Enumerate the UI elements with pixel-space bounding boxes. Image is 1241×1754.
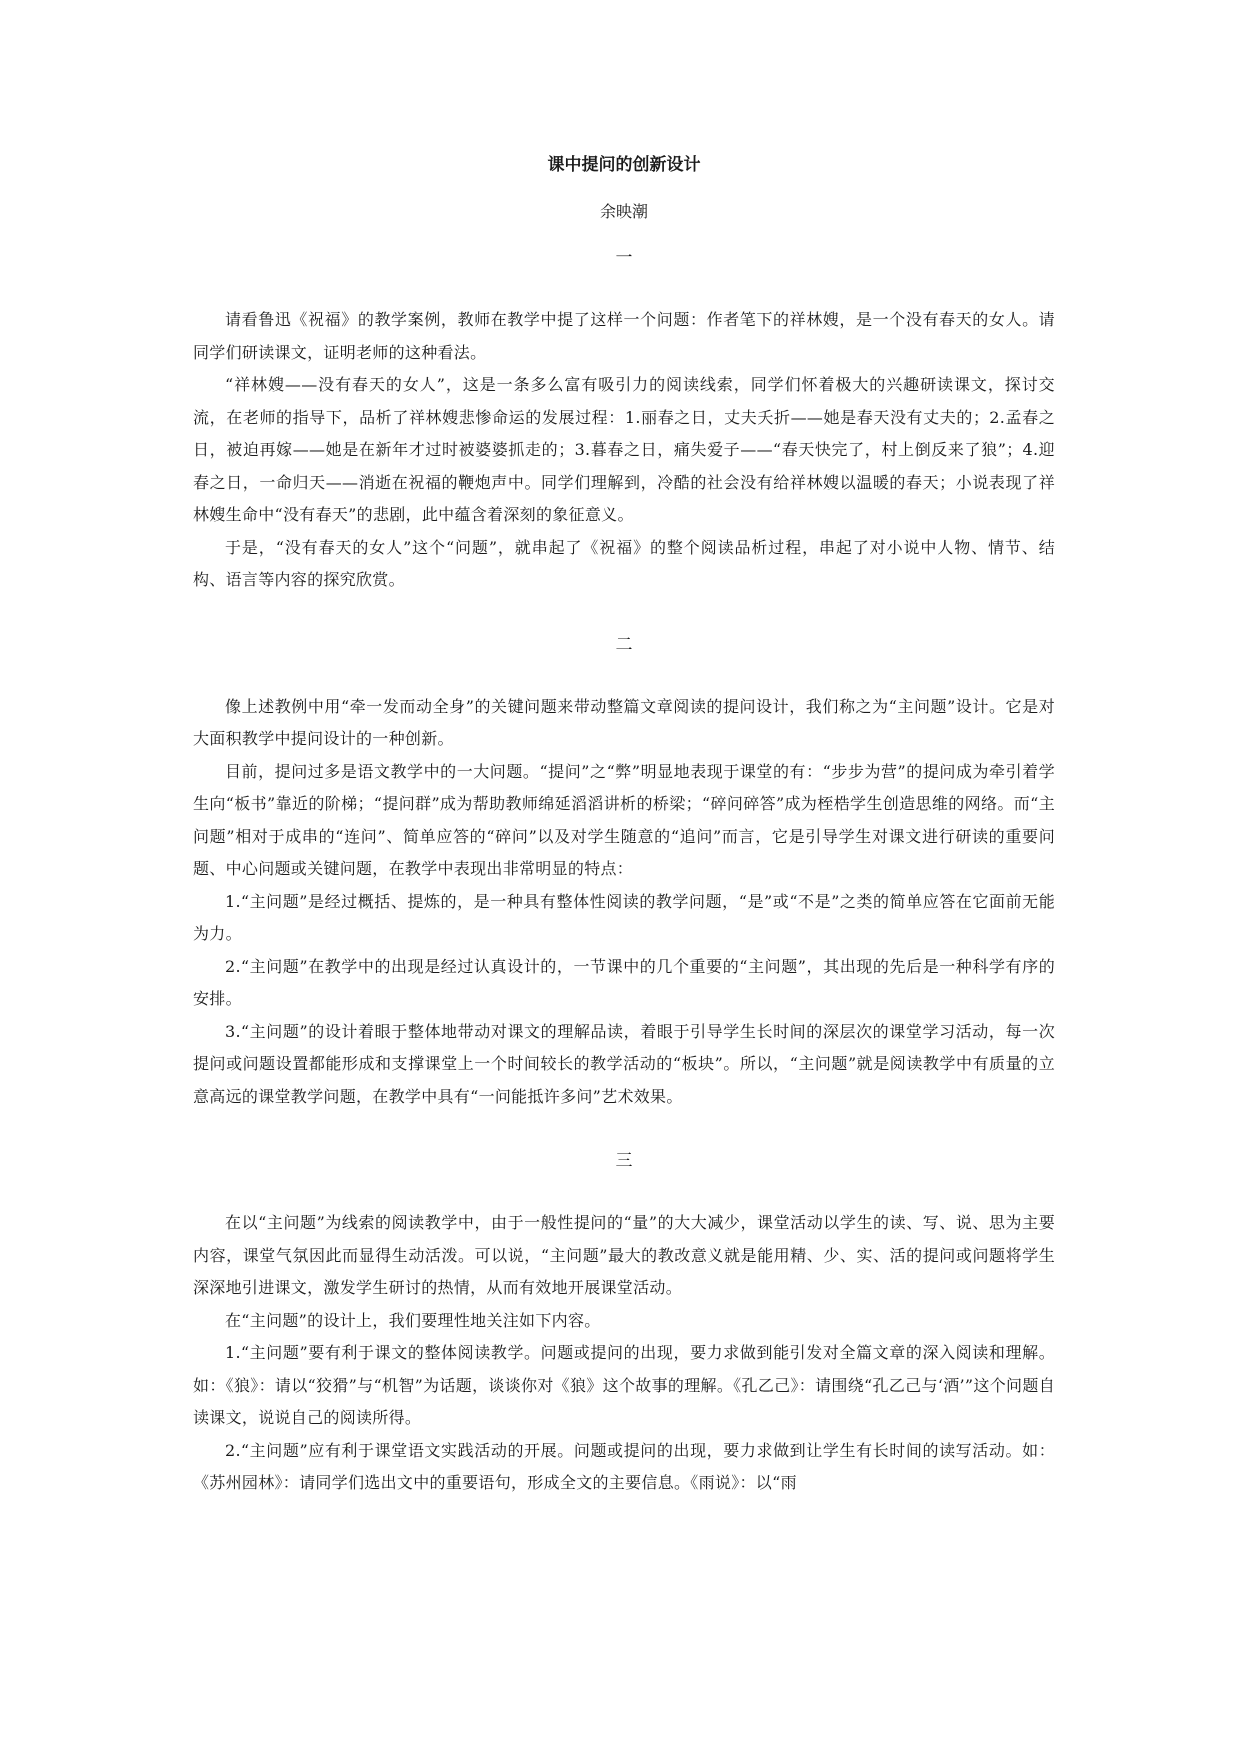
section-heading: 一 — [615, 248, 633, 268]
paragraph: 2.“主问题”在教学中的出现是经过认真设计的，一节课中的几个重要的“主问题”，其出现的先后是一种科学有序的安排。 — [193, 956, 1055, 1008]
paragraph: “祥林嫂——没有春天的女人”，这是一条多么富有吸引力的阅读线索，同学们怀着极大的兴趣研读课文，探讨交流，在老师的指导下，品析了祥林嫂悲惨命运的发展过程：1.丽春之日，丈夫夭折——她是春天没有丈夫的；2.孟春之日，被迫再嫁——她是在新年才过时被婆婆抓走的；3.暮春之日，痛失爱子——“春天快完了，村上倒反来了狼”；4.迎春之日，一命归天——消逝在祝福的鞭炮声中。同学们理解到，冷酷的社会没有给祥林嫂以温暖的春天；小说表现了祥林嫂生命中“没有春天”的悲剧，此中蕴含着深刻的象征意义。 — [193, 375, 1055, 524]
section-heading: 二 — [615, 634, 633, 655]
document-title: 课中提问的创新设计 — [547, 155, 701, 175]
section-2 — [193, 629, 1055, 1114]
paragraph: 于是，“没有春天的女人”这个“问题”，就串起了《祝福》的整个阅读品析过程，串起了对小说中人物、情节、结构、语言等内容的探究欣赏。 — [193, 537, 1055, 589]
paragraph: 1.“主问题”是经过概括、提炼的，是一种具有整体性阅读的教学问题，“是”或“不是”之类的简单应答在它面前无能为力。 — [193, 891, 1055, 943]
paragraph: 2.“主问题”应有利于课堂语文实践活动的开展。问题或提问的出现，要力求做到让学生有长时间的读写活动。如：《苏州园林》：请同学们选出文中的重要语句，形成全文的主要信息。《雨说》：以“雨 — [193, 1440, 1055, 1492]
paragraph: 目前，提问过多是语文教学中的一大问题。“提问”之“弊”明显地表现于课堂的有：“步步为营”的提问成为牵引着学生向“板书”靠近的阶梯；“提问群”成为帮助教师绵延滔滔讲析的桥梁；“碎问碎答”成为桎梏学生创造思维的网络。而“主问题”相对于成串的“连问”、简单应答的“碎问”以及对学生随意的“追问”而言，它是引导学生对课文进行研读的重要问题、中心问题或关键问题，在教学中表现出非常明显的特点： — [193, 761, 1055, 878]
paragraph: 1.“主问题”要有利于课文的整体阅读教学。问题或提问的出现，要力求做到能引发对全篇文章的深入阅读和理解。如：《狼》：请以“狡猾”与“机智”为话题，谈谈你对《狼》这个故事的理解。《孔乙己》：请围绕“孔乙己与‘酒’”这个问题自读课文，说说自己的阅读所得。 — [193, 1343, 1055, 1427]
section-3 — [193, 1145, 1055, 1500]
paragraph: 在以“主问题”为线索的阅读教学中，由于一般性提问的“量”的大大减少，课堂活动以学生的读、写、说、思为主要内容，课堂气氛因此而显得生动活泼。可以说，“主问题”最大的教改意义就是能用精、少、实、活的提问或问题将学生深深地引进课文，激发学生研讨的热情，从而有效地开展课堂活动。 — [193, 1213, 1055, 1297]
document-page — [193, 148, 1055, 1500]
paragraph: 3.“主问题”的设计着眼于整体地带动对课文的理解品读，着眼于引导学生长时间的深层次的课堂学习活动，每一次提问或问题设置都能形成和支撑课堂上一个时间较长的教学活动的“板块”。所以，“主问题”就是阅读教学中有质量的立意高远的课堂教学问题，在教学中具有“一问能抵许多问”艺术效果。 — [193, 1021, 1055, 1106]
paragraph: 请看鲁迅《祝福》的教学案例，教师在教学中提了这样一个问题：作者笔下的祥林嫂，是一个没有春天的女人。请同学们研读课文，证明老师的这种看法。 — [193, 310, 1055, 362]
paragraph: 在“主问题”的设计上，我们要理性地关注如下内容。 — [225, 1310, 601, 1330]
document-author: 余映潮 — [599, 202, 648, 221]
section-heading: 三 — [615, 1151, 633, 1171]
paragraph: 像上述教例中用“牵一发而动全身”的关键问题来带动整篇文章阅读的提问设计，我们称之为“主问题”设计。它是对大面积教学中提问设计的一种创新。 — [193, 696, 1055, 748]
section-1 — [193, 242, 1055, 597]
